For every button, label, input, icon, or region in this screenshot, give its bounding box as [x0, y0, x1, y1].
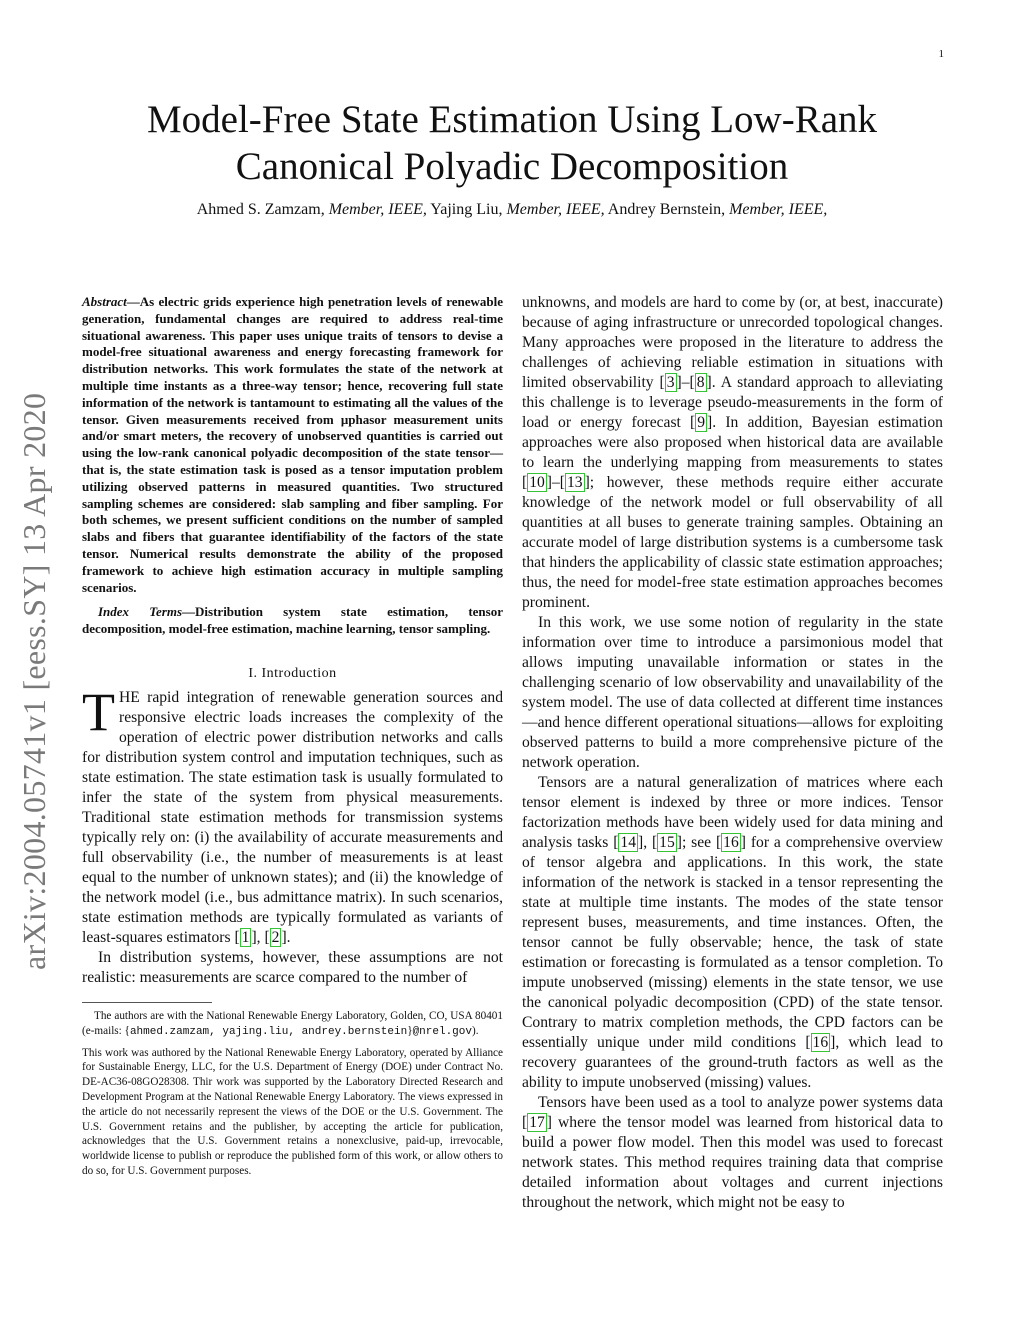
drop-cap: T [82, 681, 115, 742]
author-name: Ahmed S. Zamzam, [196, 201, 325, 218]
author-list [0, 201, 1024, 219]
citation-link[interactable]: 3 [666, 374, 675, 391]
paragraph-text: . A standard approach to alleviating this challenge is to leverage pseudo-measurements in the form of load or energy forecast [522, 374, 943, 431]
citation-link[interactable]: 9 [697, 414, 706, 431]
title-line-1: Model-Free State Estimation Using Low-Rank [146, 98, 878, 141]
citation-link[interactable]: 1 [241, 928, 250, 946]
citation-link[interactable]: 17 [529, 1114, 545, 1131]
paragraph-text: , which lead to recovery guarantees of the ground-truth factors as well as the ability to impute unobserved (missing) values. [522, 1034, 944, 1091]
intro-paragraph-4: In this work, we use some notion of regularity in the state information over time to introduce a parsimonious model that allows imputing unavailable information or states in the challenging scenario of low observability and unavailability of the system model. The use of data collected at different time instances—and hence different operational situations—allows for exploiting observed patterns to build a more comprehensive picture of the network operation. [522, 614, 943, 771]
citation-link[interactable]: 13 [567, 474, 583, 491]
section-heading-introduction: I. Introduction [248, 665, 337, 681]
citation-link[interactable]: 14 [620, 834, 636, 851]
author-affiliation: Member, IEEE, [328, 201, 427, 218]
email-domain[interactable]: @nrel.gov [412, 1025, 472, 1038]
abstract-text: —As electric grids experience high penetration levels of renewable generation, fundamental changes are required to address real-time situational awareness. This paper uses unique traits of tensors to devise a model-free situational awareness and energy forecasting framework for distribution networks. This work formulates the state of the network at multiple time instants as a three-way tensor; hence, recovering full state information of the network is tantamount to estimating all the values of the tensor. Given measurements received from μphasor measurement units and/or smart meters, the recovery of unobserved quantities is carried out using the low-rank canonical polyadic decomposition of the state tensor—that is, the state estimation task is posed as a tensor imputation problem utilizing observed patterns in measured quantities. Two structured sampling schemes are considered: slab sampling and fiber sampling. For both schemes, we present sufficient conditions on the number of sampled slabs and fibers that guarantee identifiability of the factors of the state tensor. Numerical results demonstrate the ability of the proposed framework to achieve high estimation accuracy in multiple sampling scenarios. [82, 294, 503, 595]
paragraph-text: where the tensor model was learned from historical data to build a power flow model. Then this model was used to forecast network states. This method requires training data that comprise detailed information about voltages and current injections throughout the network, which might not be easy to [522, 1114, 943, 1211]
paragraph-text: . In addition, Bayesian estimation approaches were also proposed when historical data are available to learn the underlying mapping from measurements to states [522, 414, 943, 471]
footnote-affiliation: The authors are with the National Renewable Energy Laboratory, Golden, CO, USA 80401 (e-mails: {ahmed.zamzam, yajing.liu, andrey.bernstein}@nrel.gov). [82, 1009, 503, 1038]
paragraph-text: – [681, 374, 690, 391]
paragraph-text: , [643, 834, 652, 851]
citation-link[interactable]: 16 [723, 834, 739, 851]
author-name: Andrey Bernstein, [607, 201, 726, 218]
index-terms [82, 604, 503, 638]
author-affiliation: Member, IEEE, [729, 201, 828, 218]
paper-title [0, 96, 1024, 190]
arxiv-identifier-stamp: arXiv:2004.05741v1 [eess.SY] 13 Apr 2020 [16, 392, 52, 970]
paragraph-text: ; however, these methods require either accurate knowledge of the network model or full observability of all quantities at all buses to generate training samples. Obtaining an accurate model of large distribution systems is a cumbersome task that hinders the applicability of classic state estimation approaches; thus, the need for model-free state estimation approaches becomes prominent. [522, 474, 943, 611]
citation-link[interactable]: 15 [659, 834, 675, 851]
email-list[interactable]: ahmed.zamzam, yajing.liu, andrey.bernstein [129, 1025, 408, 1038]
intro-paragraph-5: Tensors are a natural generalization of matrices where each tensor element is indexed by three or more indices. Tensor factorization methods have been widely used for data mining and analysis tasks [ 14 ], [ 15 ]; see [ 16 ] for a comprehensive overview of tensor algebra and applications. In this work, the state information of the network is stacked in a tensor representing the state at multiple time instants. The modes of the state tensor represent buses, measurements, and time instances. Often, the tensor cannot be fully observable; hence, the task of state estimation or forecasting is formulated as a tensor completion. To impute unobserved (missing) elements in the state tensor, we use the canonical polyadic decomposition (CPD) of the state tensor. Contrary to matrix completion methods, the CPD factors can be essentially unique under mild conditions [ 16 ], which lead to recovery guarantees of the ground-truth factors as well as the ability to impute unobserved (missing) values. [522, 774, 944, 1091]
page-number: 1 [938, 48, 944, 60]
paragraph-text: – [552, 474, 560, 491]
paragraph-text: . [286, 928, 291, 946]
abstract [82, 294, 503, 596]
paragraph-text: HE rapid integration of renewable generation sources and responsive electric loads increases the complexity of the operation of electric power distribution networks and calls for distribution system control and imputation techniques, such as state estimation. The state estimation task is usually formulated to infer the state of the system from physical measurements. Traditional state estimation methods for transmission systems typically rely on: (i) the availability of accurate measurements and full observability (i.e., the number of measurements is at least equal to the number of unknown states); and (ii) the knowledge of the network model (i.e., bus admittance matrix). In such scenarios, state estimation methods are typically formulated as variants of least-squares estimators [82, 688, 503, 946]
citation-link[interactable]: 10 [529, 474, 545, 491]
footnote-divider [82, 1002, 212, 1003]
paragraph-text: , [256, 928, 265, 946]
citation-link[interactable]: 2 [271, 928, 280, 946]
paragraph-text: unknowns, and models are hard to come by (or, at best, inaccurate) because of aging infrastructure or unrecorded topological changes. Many approaches were proposed in the literature to address the challenges of achieving reliable estimation in situations with limited observability [522, 294, 943, 391]
citation-link[interactable]: 8 [696, 374, 705, 391]
index-terms-label: Index Terms [98, 604, 183, 620]
author-name: Yajing Liu, [430, 201, 503, 218]
paragraph-text: for a comprehensive overview of tensor algebra and applications. In this work, the state information of the network is stacked in a tensor representing the state at multiple time instants. The modes of the state tensor represent buses, measurements, and time instances. Often, the tensor cannot be fully observable; hence, the task of state estimation or forecasting is formulated as a tensor completion. To impute unobserved (missing) elements in the state tensor, we use the canonical polyadic decomposition (CPD) of the state tensor. Contrary to matrix completion methods, the CPD factors can be essentially unique under mild conditions [522, 834, 943, 1051]
left-column [82, 294, 503, 1179]
footnote-text: ). [471, 1024, 479, 1037]
index-terms-text: —Distribution system state estimation, tensor decomposition, model-free estimation, machine learning, tensor sampling. [82, 604, 503, 637]
footnote-text: The authors are with the National Renewable Energy Laboratory, Golden, CO, USA 80401 (e-mails: { [82, 1009, 503, 1037]
footnote-funding: This work was authored by the National Renewable Energy Laboratory, operated by Alliance for Sustainable Energy, LLC, for the U.S. Department of Energy (DOE) under Contract No. DE-AC36-08GO28308. Thir work was supported by the Laboratory Directed Research and Development Program at the National Renewable Energy Laboratory. The views expressed in the article do not necessarily represent the views of the DOE or the U.S. Government. The U.S. Government retains and the publisher, by accepting the article for publication, acknowledges that the U.S. Government retains a nonexclusive, paid-up, irrevocable, worldwide license to publish or reproduce the published form of this work, or allow others to do so, for U.S. Government purposes. [82, 1046, 503, 1177]
paragraph-text: Tensors are a natural generalization of matrices where each tensor element is indexed by three or more indices. Tensor factorization methods have been widely used for data mining and analysis tasks [522, 774, 943, 851]
citation-link[interactable]: 16 [812, 1034, 829, 1051]
title-line-2: Canonical Polyadic Decomposition [235, 145, 789, 188]
intro-paragraph-2: In distribution systems, however, these assumptions are not realistic: measurements are scarce compared to the number of [82, 948, 503, 986]
author-affiliation: Member, IEEE, [506, 201, 605, 218]
intro-paragraph-6: Tensors have been used as a tool to analyze power systems data [ 17 ] where the tensor model was learned from historical data to build a power flow model. Then this model was used to forecast network states. This method requires training data that comprise detailed information about voltages and current injections throughout the network, which might not be easy to [522, 1094, 943, 1211]
intro-paragraph-3: unknowns, and models are hard to come by (or, at best, inaccurate) because of aging infrastructure or unrecorded topological changes. Many approaches were proposed in the literature to address the challenges of achieving reliable estimation in situations with limited observability [ 3 ]–[ 8 ]. A standard approach to alleviating this challenge is to leverage pseudo-measurements in the form of load or energy forecast [ 9 ]. In addition, Bayesian estimation approaches were also proposed when historical data are available to learn the underlying mapping from measurements to states [ 10 ]–[ 13 ]; however, these methods require either accurate knowledge of the network model or full observability of all quantities at all buses to generate training samples. Obtaining an accurate model of large distribution systems is a cumbersome task that hinders the applicability of classic state estimation approaches; thus, the need for model-free state estimation approaches becomes prominent. [522, 294, 943, 611]
abstract-label: Abstract [82, 294, 127, 309]
intro-paragraph-1: THE rapid integration of renewable generation sources and responsive electric loads increases the complexity of the operation of electric power distribution networks and calls for distribution system control and imputation techniques, such as state estimation. The state estimation task is usually formulated to infer the state of the system from physical measurements. Traditional state estimation methods for transmission systems typically rely on: (i) the availability of accurate measurements and full observability (i.e., the number of measurements is at least equal to the number of unknown states); and (ii) the knowledge of the network model (i.e., bus admittance matrix). In such scenarios, state estimation methods are typically formulated as variants of least-squares estimators [ 1 ], [ 2 ]. [82, 681, 503, 946]
paragraph-text: ; see [681, 834, 716, 851]
right-column [522, 293, 943, 1213]
paragraph-text: Tensors have been used as a tool to analyze power systems data [538, 1094, 943, 1111]
